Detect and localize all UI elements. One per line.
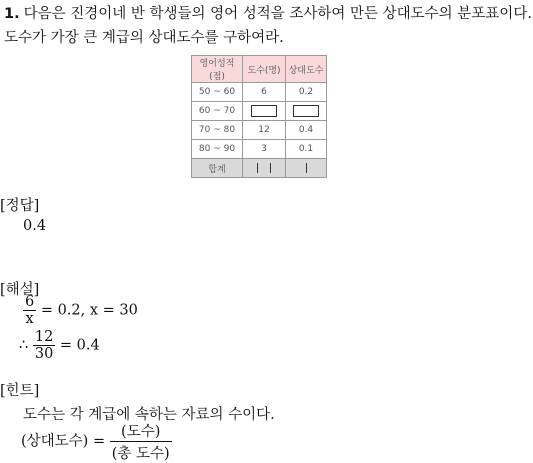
answer-value: 0.4	[23, 218, 47, 234]
blank-box	[251, 105, 277, 117]
fraction	[23, 294, 36, 327]
fraction-denominator: x	[23, 310, 36, 327]
hint-text: 도수는 각 계급에 속하는 자료의 수이다.	[23, 407, 275, 423]
equation-rest: = 0.2, x = 30	[40, 302, 138, 319]
explanation-line-1	[23, 294, 138, 327]
hint-formula	[21, 420, 172, 463]
fraction-denominator: (총 도수)	[110, 441, 172, 463]
blank-box	[293, 105, 319, 117]
relative-frequency-cell: 0.2	[286, 83, 327, 102]
table-row	[192, 121, 327, 140]
explanation-line-2	[19, 329, 100, 362]
frequency-blank-cell	[243, 102, 286, 121]
fraction	[33, 329, 55, 362]
blank-bar	[257, 163, 258, 173]
fraction-numerator: 6	[25, 294, 35, 310]
frequency-cell: 6	[243, 83, 286, 102]
frequency-cell: 12	[243, 121, 286, 140]
table-total-row	[192, 159, 327, 178]
formula-left: (상대도수) =	[21, 433, 106, 450]
fraction-denominator: 30	[34, 346, 54, 362]
table-row	[192, 140, 327, 159]
range-text: 50 ~ 60	[198, 87, 236, 97]
range-cell	[192, 83, 243, 102]
relative-frequency-cell: 0.4	[286, 121, 327, 140]
explanation-label: [해설]	[0, 282, 40, 298]
frequency-table-container	[191, 55, 327, 178]
relative-frequency-cell: 0.1	[286, 140, 327, 159]
table-row	[192, 102, 327, 121]
equation-rest: = 0.4	[59, 337, 100, 354]
relative-frequency-blank-cell	[286, 102, 327, 121]
header-relative-frequency: 상대도수	[286, 56, 327, 83]
table-header-row	[192, 56, 327, 83]
total-frequency-blank-cell	[243, 159, 286, 178]
blank-bar	[306, 163, 307, 173]
fraction-numerator: (도수)	[121, 424, 161, 440]
total-label-cell: 합계	[192, 159, 243, 178]
header-score: 영어성적(점)	[192, 56, 243, 83]
answer-label: [정답]	[0, 198, 40, 214]
blank-bar	[270, 163, 271, 173]
range-cell: 60 ~ 70	[192, 102, 243, 121]
table-row	[192, 83, 327, 102]
header-frequency: 도수(명)	[243, 56, 286, 83]
range-cell: 80 ~ 90	[192, 140, 243, 159]
problem-number: 1.	[4, 6, 20, 22]
hint-label: [힌트]	[0, 383, 40, 399]
frequency-cell: 3	[243, 140, 286, 159]
relative-frequency-table	[191, 55, 327, 178]
total-relative-blank-cell	[286, 159, 327, 178]
range-cell: 70 ~ 80	[192, 121, 243, 140]
fraction	[110, 420, 172, 463]
therefore-symbol: ∴	[19, 337, 29, 354]
problem-statement	[4, 2, 532, 50]
fraction-numerator: 12	[34, 329, 54, 345]
problem-text: 다음은 진경이네 반 학생들의 영어 성적을 조사하여 만든 상대도수의 분포표이다. 도수가 가장 큰 계급의 상대도수를 구하여라.	[4, 6, 532, 46]
